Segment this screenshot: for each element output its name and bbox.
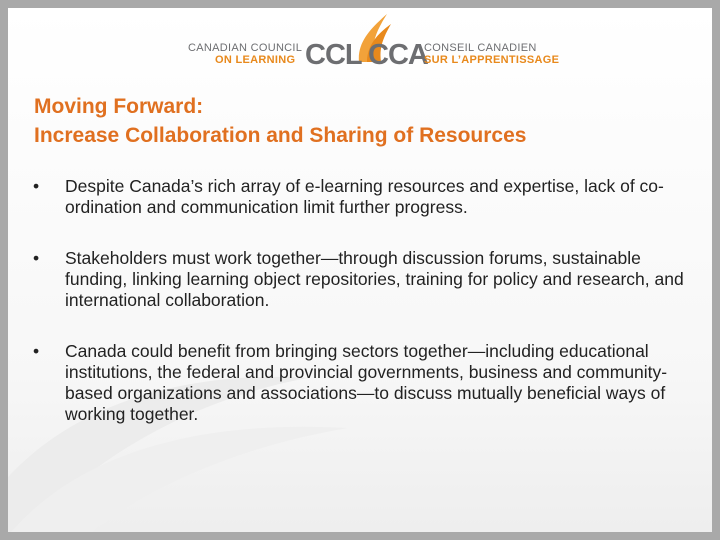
slide [8,8,712,532]
slide-title [34,92,694,150]
logo-english-line1: CANADIAN COUNCIL [188,42,303,54]
bullet-list [8,176,708,425]
bullet-marker: • [33,341,40,361]
bullet-item [8,341,708,425]
ccl-cca-logo [188,12,560,72]
bullet-item [8,176,708,218]
logo-abbr-french: CCA [368,39,428,71]
bullet-text: Canada could benefit from bringing sectors together—including educational institutions, the federal and provincial governments, business and community-based organizations and associations—to discuss mutually beneficial ways of working together. [65,341,668,424]
bullet-item [8,248,708,311]
logo-english-line2: ON LEARNING [215,54,296,66]
title-line1: Moving Forward: [34,95,204,118]
bullet-marker: • [33,248,40,268]
logo-french-line2: SUR L’APPRENTISSAGE [424,54,560,66]
bullet-marker: • [33,176,40,196]
title-line2: Increase Collaboration and Sharing of Resources [34,124,527,147]
logo-french-line1: CONSEIL CANADIEN [424,42,537,54]
bullet-text: Stakeholders must work together—through discussion forums, sustainable funding, linking learning object repositories, training for policy and research, and international collaboration. [65,248,684,310]
bullet-text: Despite Canada’s rich array of e-learning resources and expertise, lack of co-ordination and communication limit further progress. [65,176,664,217]
logo-abbr-english: CCL [305,39,362,71]
